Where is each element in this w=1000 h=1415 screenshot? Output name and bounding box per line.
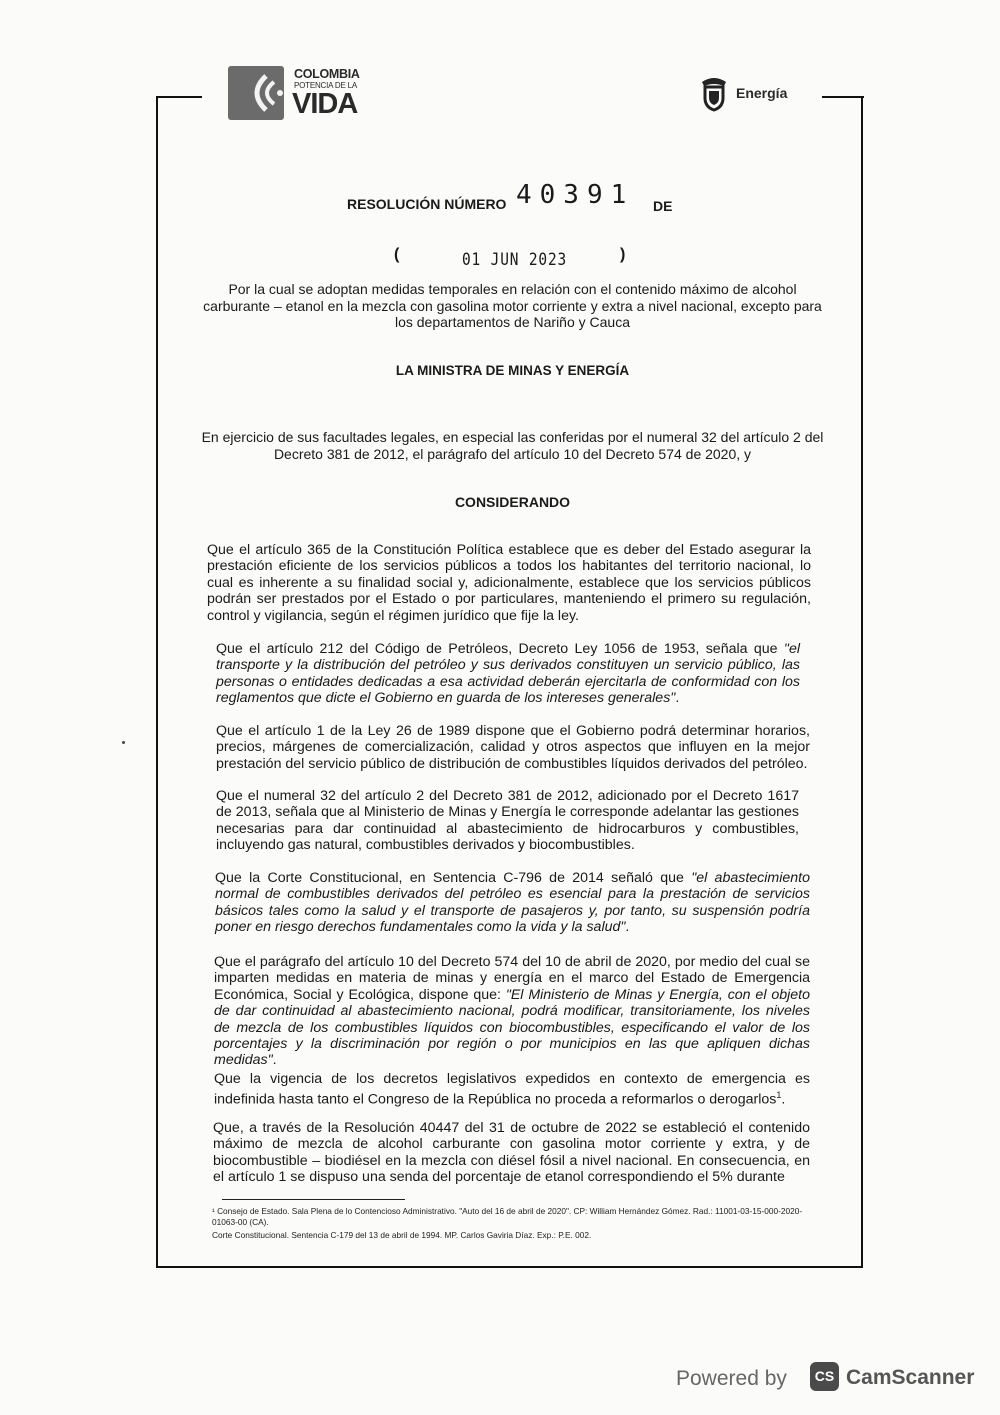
resolution-subject: Por la cual se adoptan medidas temporales en relación con el contenido máximo de alcohol carburante – etanol en la mezcla con gasolina motor corriente y extra a nivel nacional, excepto para los departamentos de Nariño y Cauca [203,281,822,330]
paragraph-end: . [272,1052,277,1069]
resolution-label: RESOLUCIÓN NÚMERO [347,196,507,212]
legal-faculties-text: En ejercicio de sus facultades legales, en especial las conferidas por el numeral 32 del artículo 2 del Decreto 381 de 2012, el parágrafo del artículo 10 del Decreto 574 de 2020, y [201,429,824,462]
date-paren-close: ) [620,246,626,263]
frame-line-right [861,96,863,1266]
paragraph-end: . [625,919,630,936]
frame-line-left [156,96,158,1266]
paragraph-quote: "el transporte y la distribución del petróleo y sus derivados constituyen un servicio público, las personas o entidades dedicadas a esa actividad deberán ejercitarla de conformidad con los reglamentos que dicte el Gobierno en guarda de los intereses generales" [216,641,800,707]
paragraph-text: Que la vigencia de los decretos legislativos expedidos en contexto de emergencia es indefinida hasta tanto el Congreso de la República no proceda a reformarlos o derogarlos [214,1071,810,1109]
coat-of-arms-icon [698,76,730,112]
resolution-de-label: DE [653,198,673,214]
minister-heading: LA MINISTRA DE MINAS Y ENERGÍA [395,363,630,378]
frame-line-top-right [822,96,864,98]
resolution-number: 40391 [516,180,635,210]
paragraph-end: . [781,1092,786,1109]
resolution-date: 01 JUN 2023 [462,250,568,270]
paragraph-decreto-381: Que el numeral 32 del artículo 2 del Decreto 381 de 2012, adicionado por el Decreto 1617 de 2013, señala que al Ministerio de Minas y Energía le corresponde adelantar las gestiones necesarias para dar continuidad al abastecimiento de hidrocarburos y combustibles, incluyendo gas natural, combustibles derivados y biocombustibles. [216,788,799,854]
camscanner-watermark [674,1358,984,1402]
logo-text-colombia: COLOMBIA [294,67,360,81]
scan-speck [122,741,125,744]
paragraph-quote: "el abastecimiento normal de combustibles derivados del petróleo es esencial para la prestación de servicios básicos tales como la salud y el transporte de pasajeros y, por tanto, su suspensión podría poner en riesgo derechos fundamentales como la vida y la salud" [215,870,810,936]
frame-line-bottom [156,1266,863,1268]
paragraph-text: Que la Corte Constitucional, en Sentencia C-796 de 2014 señaló que [215,870,692,886]
paragraph-text: Que el parágrafo del artículo 10 del Decreto 574 del 10 de abril de 2020, por medio del cual se imparten medidas en materia de minas y energía en el marco del Estado de Emergencia Económica, Social y Ecológica, dispone que: [214,954,810,1003]
paragraph-end: . [675,690,680,707]
footnote-2: Corte Constitucional. Sentencia C-179 del 13 de abril de 1994. MP. Carlos Gaviria Díaz. Exp.: P.E. 002. [212,1230,592,1240]
paragraph-resolucion-40447: Que, a través de la Resolución 40447 del 31 de octubre de 2022 se estableció el contenido máximo de mezcla de alcohol carburante con gasolina motor corriente y extra, y de biocombustible – biodiésel en la mezcla con diésel fósil a nivel nacional. En consecuencia, en el artículo 1 se dispuso una senda del porcentaje de etanol correspondiendo el 5% durante [213,1120,810,1186]
date-paren-open: ( [394,246,400,263]
waves-icon [228,66,284,120]
footnote-divider [222,1199,405,1200]
ministerio-energia-logo [698,76,808,116]
camscanner-icon: CS [810,1362,839,1391]
colombia-potencia-de-la-vida-logo [228,66,378,124]
considerando-heading: CONSIDERANDO [454,494,571,510]
paragraph-decreto-574 [214,954,810,1069]
paragraph-quote: "El Ministerio de Minas y Energía, con el objeto de dar continuidad al abastecimiento nacional, podrá modificar, transitoriamente, los niveles de mezcla de los combustibles líquidos con biocombustibles, especificando el valor de los porcentajes y la discriminación por región o por municipios en las que apliquen dichas medidas" [214,986,810,1069]
paragraph-text: Que el artículo 212 del Código de Petróleos, Decreto Ley 1056 de 1953, señala que [216,641,784,657]
footnote-ref[interactable]: 1 [776,1090,782,1101]
watermark-powered-by: Powered by [676,1367,787,1390]
footnote-1: ¹ Consejo de Estado. Sala Plena de lo Contencioso Administrativo. "Auto del 16 de abril de 2020". CP: William Hernández Gómez. Rad.: 11001-03-15-000-2020-01063-00 (CA). [212,1206,803,1227]
logo-text-potencia: POTENCIA DE LA [294,81,357,90]
paragraph-codigo-petroleos [216,641,800,707]
logo-text-vida: VIDA [292,88,358,120]
paragraph-corte-constitucional [215,870,810,936]
watermark-brand-name: CamScanner [846,1366,975,1389]
paragraph-constitucion: Que el artículo 365 de la Constitución Política establece que es deber del Estado asegurar la prestación eficiente de los servicios públicos a todos los habitantes del territorio nacional, lo cual es inherente a su finalidad social y, adicionalmente, establece que los servicios públicos podrán ser prestados por el Estado o por particulares, manteniendo el primero su regulación, control y vigilancia, según el régimen jurídico que fije la ley. [207,542,811,624]
paragraph-ley-26: Que el artículo 1 de la Ley 26 de 1989 dispone que el Gobierno podrá determinar horarios, precios, márgenes de comercialización, calidad y otros aspectos que influyen en la mejor prestación del servicio público de distribución de combustibles líquidos derivados del petróleo. [216,723,810,772]
paragraph-vigencia-decretos [214,1071,810,1109]
energia-label: Energía [736,85,788,101]
frame-line-top-left [157,96,202,98]
